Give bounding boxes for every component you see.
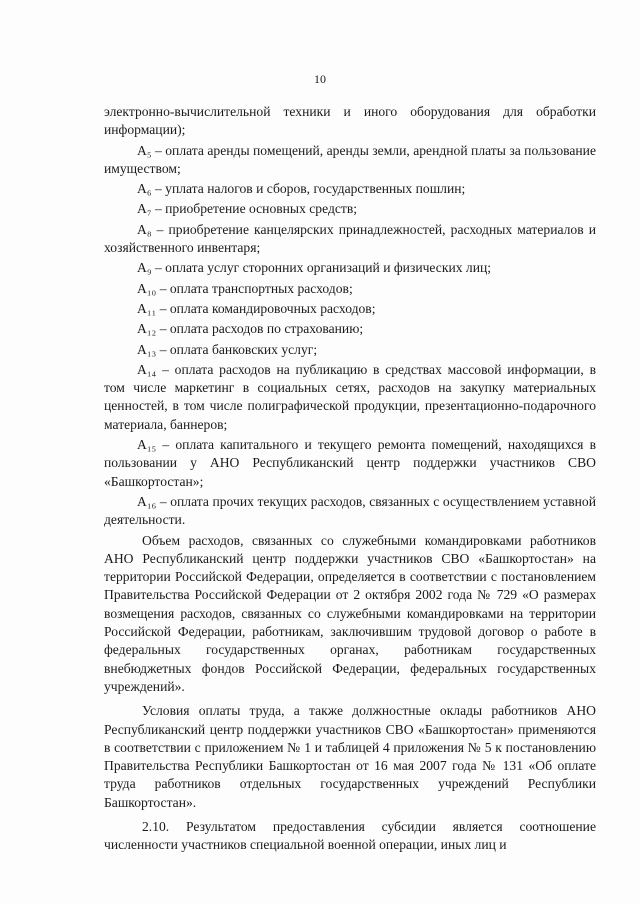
paragraph-a6: А₆ – уплата налогов и сборов, государственных пошлин; [137, 181, 466, 197]
paragraph-a14: А₁₄ – оплата расходов на публикацию в средствах массовой информации, в том числе маркетинг в социальных сетях, расходов на закупку материальных ценностей, в том числе полиграфической продукции, презентационно-подарочного материала, баннеров; [104, 361, 596, 432]
paragraph-1: электронно-вычислительной техники и иного оборудования для обработки информации); [104, 104, 596, 138]
paragraph-a10: А₁₀ – оплата транспортных расходов; [137, 280, 353, 296]
paragraph-a8: А₈ – приобретение канцелярских принадлежностей, расходных материалов и хозяйственного инвентаря; [104, 221, 596, 256]
page-number: 10 [314, 72, 326, 86]
document-body [104, 103, 596, 855]
paragraph-a5: А₅ – оплата аренды помещений, аренды земли, арендной платы за пользование имуществом; [104, 142, 596, 176]
paragraph-a12: А₁₂ – оплата расходов по страхованию; [137, 321, 364, 337]
paragraph-a13: А₁₃ – оплата банковских услуг; [137, 341, 318, 357]
paragraph-a7: А₇ – приобретение основных средств; [137, 201, 358, 217]
paragraph-a9: А₉ – оплата услуг сторонних организаций и физических лиц; [137, 260, 492, 276]
paragraph-2-10: 2.10. Результатом предоставления субсидии является соотношение численности участников специальной военной операции, иных лиц и [104, 818, 596, 853]
paragraph-a16: А₁₆ – оплата прочих текущих расходов, связанных с осуществлением уставной деятельности. [104, 493, 596, 528]
paragraph-a11: А₁₁ – оплата командировочных расходов; [137, 300, 376, 316]
paragraph-salary-conditions: Условия оплаты труда, а также должностные оклады работников АНО Республиканский центр поддержки участников СВО «Башкортостан» применяются в соответствии с приложением № 1 и таблицей 4 приложения № 5 к постановлению Правительства Республики Башкортостан от 16 мая 2007 года № 131 «Об оплате труда работников отдельных государственных учреждений Республики Башкортостан». [104, 703, 596, 810]
paragraph-travel-expenses: Объем расходов, связанных со служебными командировками работников АНО Республиканский центр поддержки участников СВО «Башкортостан» на территории Российской Федерации, определяется в соответствии с постановлением Правительства Российской Федерации от 2 октября 2002 года № 729 «О размерах возмещения расходов, связанных со служебными командировками на территории Российской Федерации, работникам, заключившим трудовой договор о работе в федеральных государственных органах, работникам государственных внебюджетных фондов Российской Федерации, федеральных государственных учреждений». [104, 532, 596, 694]
paragraph-a15: А₁₅ – оплата капитального и текущего ремонта помещений, находящихся в пользовании у АНО Республиканский центр поддержки участников СВО «Башкортостан»; [104, 437, 596, 489]
